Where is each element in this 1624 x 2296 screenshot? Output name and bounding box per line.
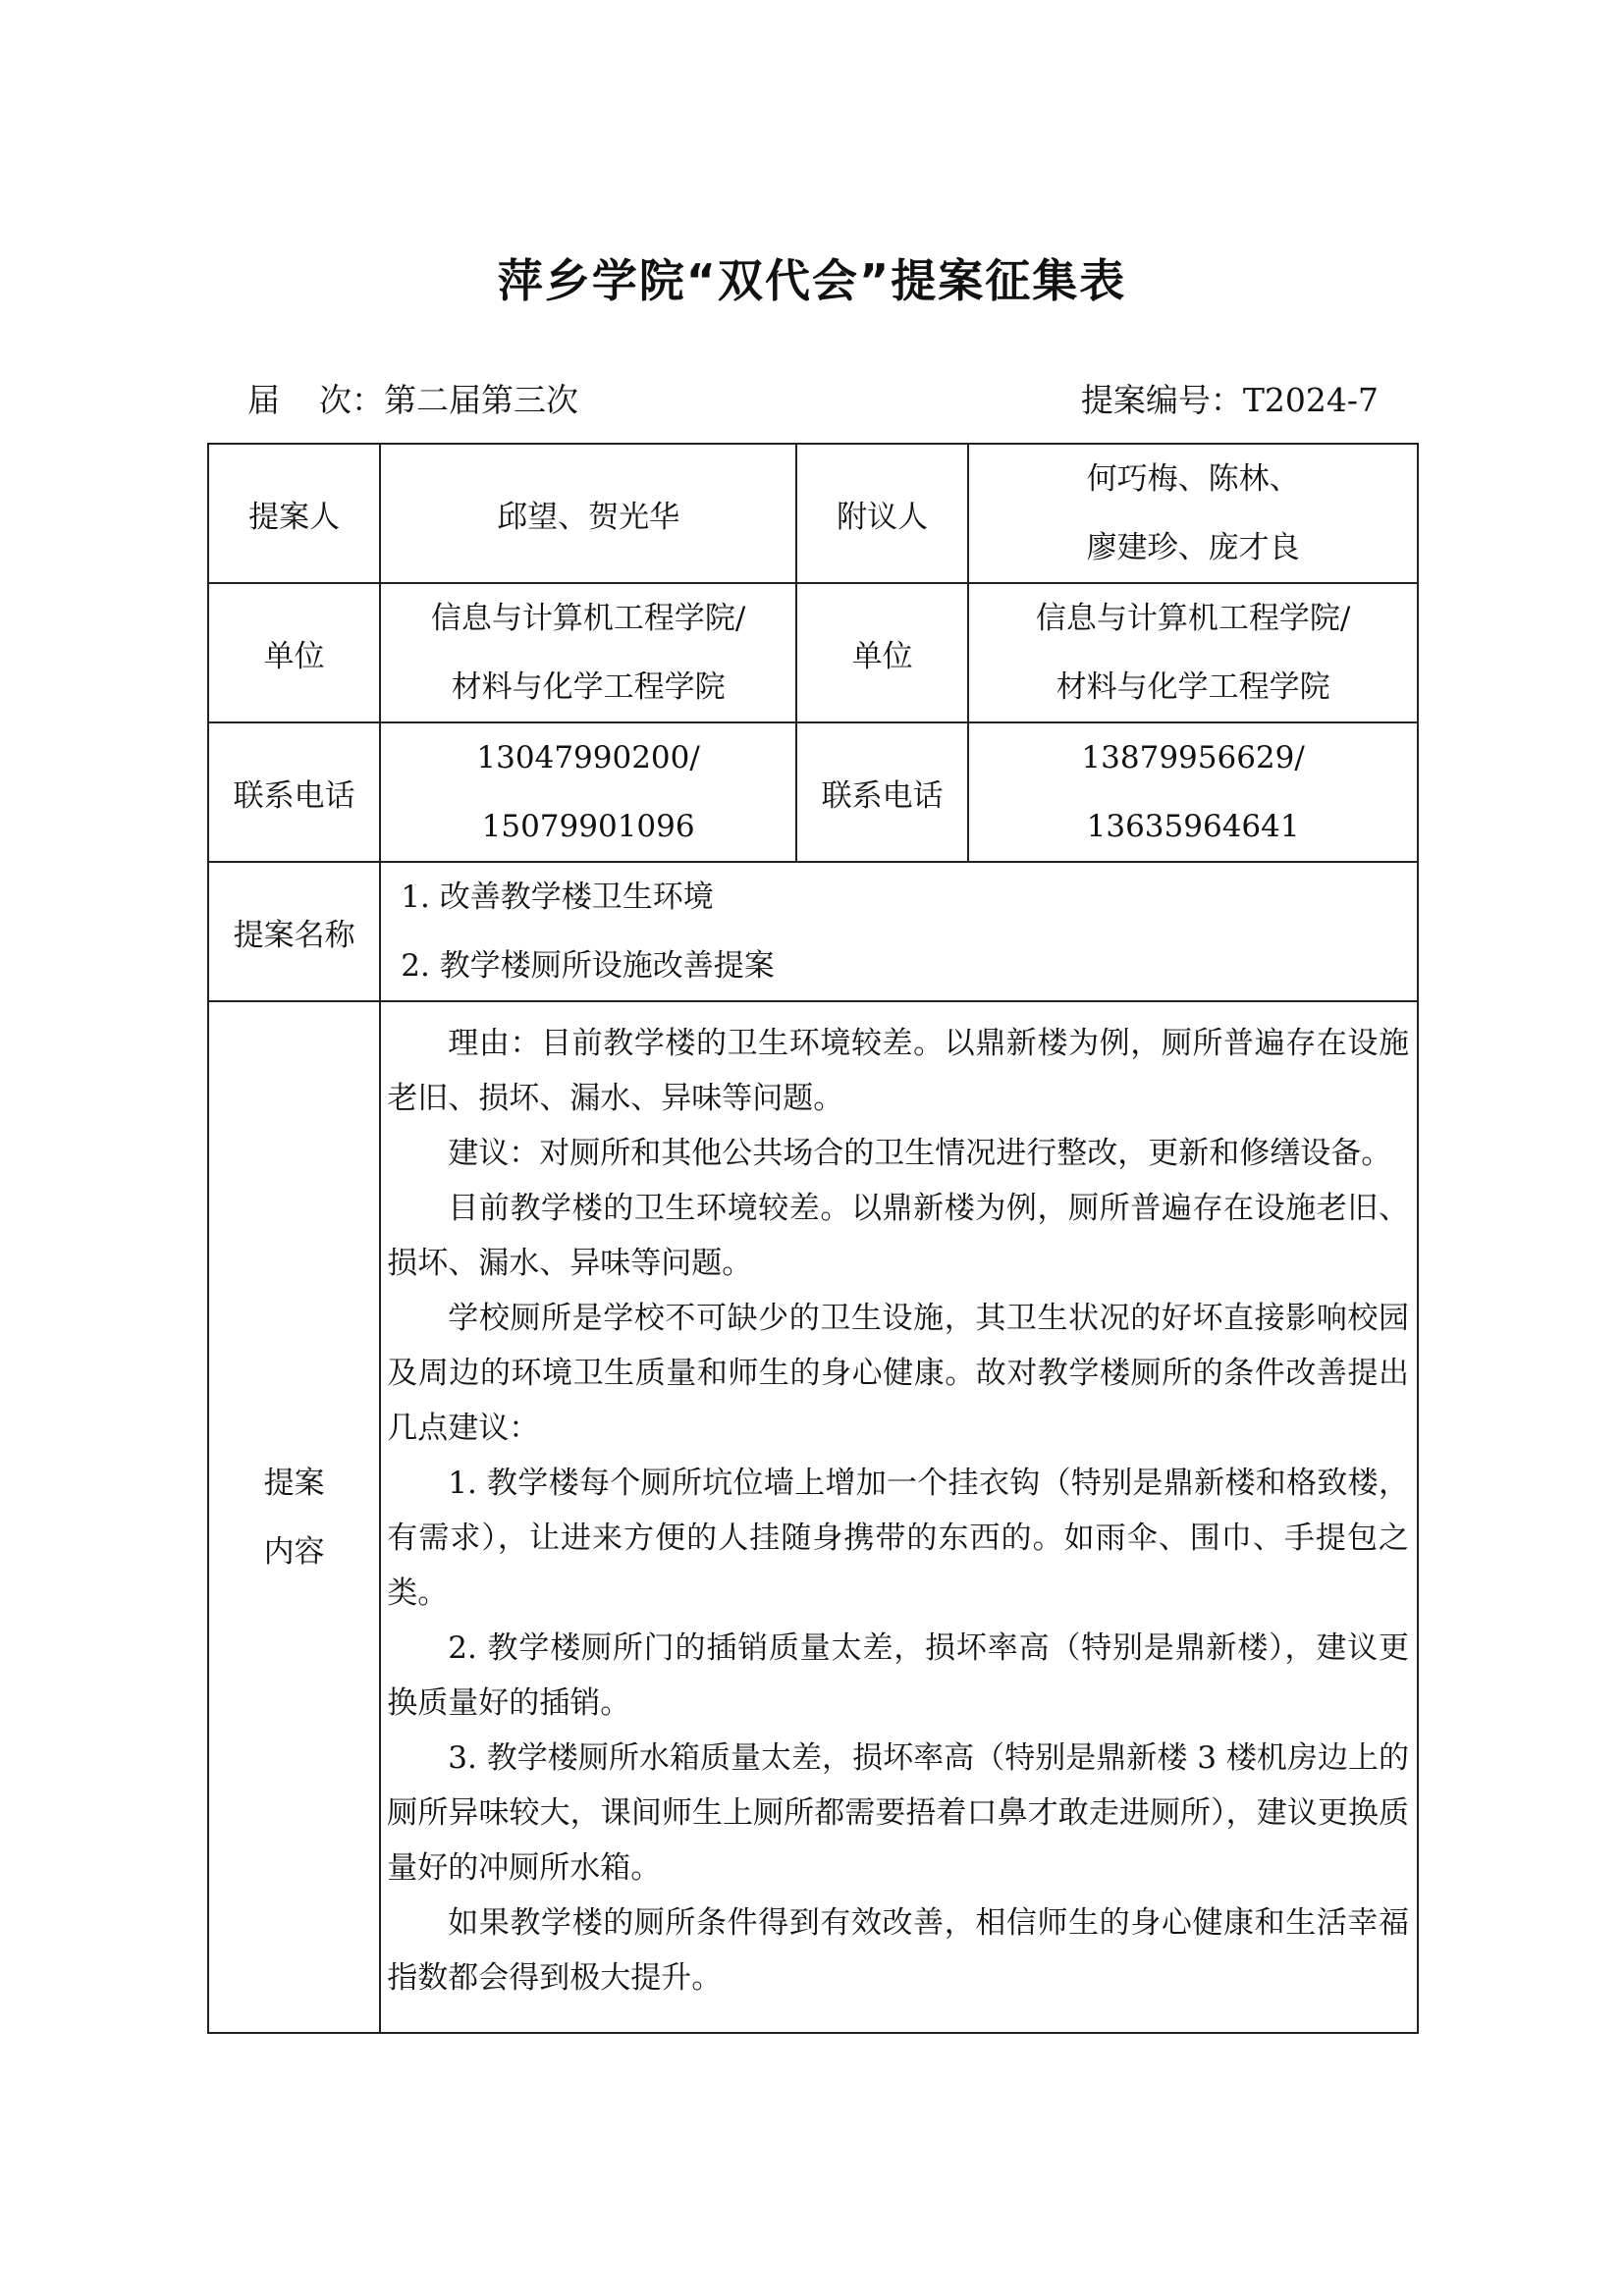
proposer-phone-line-1: 13047990200/ (476, 740, 700, 775)
content-paragraph-4: 学校厕所是学校不可缺少的卫生设施，其卫生状况的好坏直接影响校园及周边的环境卫生质量和师生的身心健康。故对教学楼厕所的条件改善提出几点建议： (387, 1301, 1409, 1446)
seconder-phone-label: 联系电话 (796, 722, 968, 862)
content-paragraph-6: 2. 教学楼厕所门的插销质量太差，损坏率高（特别是鼎新楼），建议更换质量好的插销。 (387, 1630, 1409, 1721)
proposer-unit-label: 单位 (208, 583, 380, 722)
proposal-content-label (208, 1001, 380, 2033)
content-paragraph-8: 如果教学楼的厕所条件得到有效改善，相信师生的身心健康和生活幸福指数都会得到极大提升。 (387, 1905, 1409, 1996)
proposer-row (208, 444, 1418, 583)
proposal-form-table (207, 443, 1419, 2034)
proposal-name-list (380, 862, 1418, 1001)
seconder-unit-label: 单位 (796, 583, 968, 722)
form-title: 萍乡学院“双代会”提案征集表 (497, 254, 1127, 307)
proposer-unit-line-2: 材料与化学工程学院 (451, 669, 726, 705)
proposal-content-label-line-1: 提案 (263, 1465, 325, 1501)
session-line (247, 375, 578, 421)
seconder-line-1: 何巧梅、陈林、 (1086, 461, 1300, 497)
unit-row (208, 583, 1418, 722)
proposal-content-row (208, 1001, 1418, 2033)
content-paragraph-5: 1. 教学楼每个厕所坑位墙上增加一个挂衣钩（特别是鼎新楼和格致楼，有需求），让进来方便的人挂随身携带的东西的。如雨伞、围巾、手提包之类。 (387, 1466, 1409, 1611)
session-label-char-2: 次 (319, 381, 352, 419)
content-paragraph-3: 目前教学楼的卫生环境较差。以鼎新楼为例，厕所普遍存在设施老旧、损坏、漏水、异味等问题。 (387, 1191, 1409, 1281)
seconder-value (968, 444, 1418, 583)
seconder-unit-value (968, 583, 1418, 722)
seconder-phone-line-2: 13635964641 (1086, 809, 1300, 844)
proposer-unit-line-1: 信息与计算机工程学院/ (430, 601, 746, 636)
seconder-unit-line-2: 材料与化学工程学院 (1056, 669, 1330, 705)
proposal-content-body (380, 1001, 1418, 2033)
seconder-phone-value (968, 722, 1418, 862)
content-paragraph-7: 3. 教学楼厕所水箱质量太差，损坏率高（特别是鼎新楼 3 楼机房边上的厕所异味较大，课间师生上厕所都需要捂着口鼻才敢走进厕所），建议更换质量好的冲厕所水箱。 (387, 1740, 1409, 1886)
session-value: 第二届第三次 (384, 381, 578, 419)
proposal-number-label: 提案编号 (1080, 381, 1211, 419)
phone-row (208, 722, 1418, 862)
proposal-name-item-2: 2. 教学楼厕所设施改善提案 (401, 948, 775, 984)
proposal-number-value: T2024-7 (1242, 381, 1379, 419)
proposal-content-label-line-2: 内容 (263, 1533, 325, 1570)
proposer-unit-value (380, 583, 796, 722)
proposal-number-separator: ： (1210, 381, 1243, 419)
proposer-phone-label: 联系电话 (208, 722, 380, 862)
proposer-phone-value (380, 722, 796, 862)
proposal-name-row (208, 862, 1418, 1001)
seconder-phone-line-1: 13879956629/ (1081, 740, 1305, 775)
seconder-label: 附议人 (796, 444, 968, 583)
proposer-phone-line-2: 15079901096 (481, 809, 695, 844)
proposal-number-line (1081, 375, 1379, 421)
seconder-line-2: 廖建珍、庞才良 (1086, 530, 1300, 565)
proposal-name-item-1: 1. 改善教学楼卫生环境 (401, 880, 714, 915)
content-paragraph-1: 理由：目前教学楼的卫生环境较差。以鼎新楼为例，厕所普遍存在设施老旧、损坏、漏水、异味等问题。 (387, 1026, 1409, 1116)
seconder-unit-line-1: 信息与计算机工程学院/ (1035, 601, 1351, 636)
proposal-name-label: 提案名称 (208, 862, 380, 1001)
content-paragraph-2: 建议：对厕所和其他公共场合的卫生情况进行整改，更新和修缮设备。 (448, 1136, 1392, 1171)
proposer-value: 邱望、贺光华 (380, 444, 796, 583)
proposer-label: 提案人 (208, 444, 380, 583)
session-separator: ： (352, 381, 384, 419)
session-label-char-1: 届 (247, 381, 319, 419)
